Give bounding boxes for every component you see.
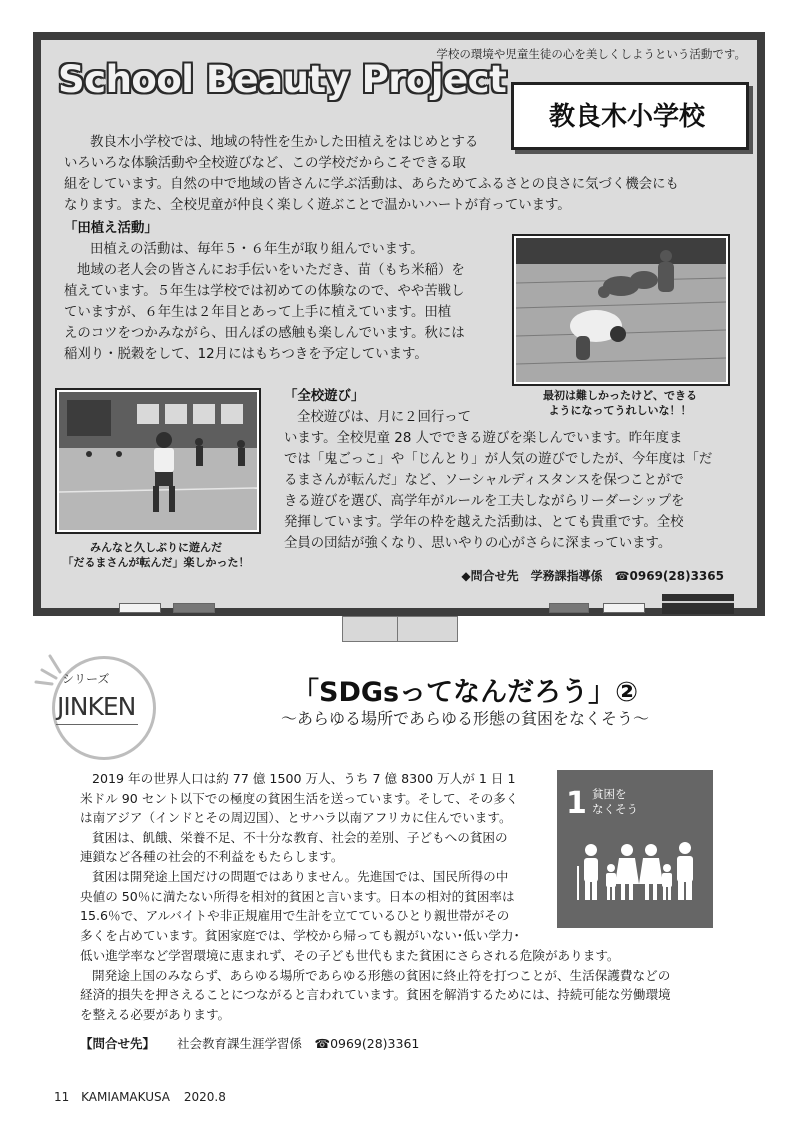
sdg-line: 多くを占めています。貧困家庭では、学校から帰っても親がいない･低い学力･: [80, 927, 520, 943]
sdg-label-line: 貧困を: [592, 787, 627, 801]
contact-label: 【問合せ先】: [80, 1036, 156, 1051]
school-name: 教良木小学校: [548, 102, 705, 132]
board-subtitle: 学校の環境や児童生徒の心を美しくしようという活動です。: [436, 47, 746, 61]
board-stand: [342, 616, 458, 642]
taue-line: 植えています。５年生は学校では初めての体験なので、やや苦戦し: [64, 284, 465, 299]
contact-text: 社会教育課生涯学習係 ☎0969(28)3361: [177, 1036, 420, 1051]
sdg-paragraph: [80, 769, 544, 945]
caption-line: 「だるまさんが転んだ」楽しかった！: [62, 556, 250, 569]
chalk-piece: [549, 603, 589, 613]
rice-planting-photo: [514, 236, 728, 384]
sdg-line: 低い進学率など学習環境に恵まれず、その子ども世代もまた貧困にさらされる危険があります。: [80, 948, 620, 963]
sdg-line: 2019 年の世界人口は約 77 億 1500 万人、うち 7 億 8300 万人が 1 日 1: [92, 771, 516, 786]
asobi-line: 全校遊びは、月に２回行って: [297, 410, 472, 425]
sdg-title: 「SDGsってなんだろう」②: [292, 677, 638, 708]
sdg-line: 央値の 50％に満たない所得を相対的貧困と言います。日本の相対的貧困率は: [80, 888, 515, 904]
sdg-paragraph-wide: [80, 946, 728, 1024]
taue-line: 地域の老人会の皆さんにお手伝いをいただき、苗（もち米稲）を: [77, 263, 465, 278]
chalk-piece: [119, 603, 161, 613]
asobi-line: 全員の団結が強くなり、思いやりの心がさらに深まっています。: [284, 536, 672, 551]
page-footer: [54, 1090, 226, 1104]
chalk-piece: [603, 603, 645, 613]
taue-line: えのコツをつかみながら、田んぼの感触も楽しんでいます。秋には: [64, 326, 465, 341]
sdg-line: 開発途上国のみならず、あらゆる場所であらゆる形態の貧困に終止符を打つことが、生活保護費などの: [92, 967, 671, 983]
asobi-line: 発揮しています。学年の枠を越えた活動は、とても貴重です。全校: [284, 515, 684, 530]
taue-line: 田植えの活動は、毎年５・６年生が取り組んでいます。: [90, 242, 424, 257]
sdg-line: 米ドル 90 セント以下での極度の貧困生活を送っています。そして、その多く: [80, 790, 519, 806]
sdg-line: 貧困は開発途上国だけの問題ではありません。先進国では、国民所得の中: [92, 868, 509, 884]
sdg-line: は南アジア（インドとその周辺国）、とサハラ以南アフリカに住んでいます。: [80, 810, 512, 826]
sdg-label-line: なくそう: [592, 802, 638, 816]
caption-line: みんなと久しぶりに遊んだ: [90, 541, 222, 554]
rice-planting-image: [516, 238, 726, 382]
taue-line: ていますが、６年生は２年目とあって上手に植えています。田植: [64, 305, 452, 320]
sdg-subtitle: ～あらゆる場所であらゆる形態の貧困をなくそう～: [280, 709, 649, 728]
caption-line: 最初は難しかったけど、できる: [543, 389, 697, 402]
asobi-line: では「鬼ごっこ」や「じんとり」が人気の遊びでしたが、今年度は「だ: [284, 452, 713, 467]
series-word: JINKEN: [57, 692, 136, 721]
asobi-line: います。全校児童 28 人でできる遊びを楽しんでいます。昨年度ま: [284, 431, 683, 446]
asobi-section: [284, 386, 730, 554]
asobi-heading: 「全校遊び」: [284, 389, 365, 404]
chalk-piece: [173, 603, 215, 613]
intro-paragraph: [64, 132, 720, 216]
intro-line: 組をしています。自然の中で地域の皆さんに学ぶ活動は、あらためてふるさとの良さに気づく機会にも: [64, 177, 679, 192]
intro-line: いろいろな体験活動や全校遊びなど、この学校だからこそできる取: [64, 156, 466, 171]
caption-line: ようになってうれしいな！！: [548, 404, 692, 417]
sdg-line: 経済的損失を押さえることにつながると言われています。貧困を解消するためには、持続可能な労働環境: [80, 987, 671, 1003]
asobi-line: きる遊びを選び、高学年がルールを工夫しながらリーダーシップを: [284, 494, 685, 509]
taue-section: [64, 218, 516, 365]
gym-game-photo: [57, 390, 259, 532]
sdg-goal-number: 1: [566, 786, 587, 821]
taue-line: 稲刈り・脱穀をして、12月にはもちつきを予定しています。: [64, 347, 428, 362]
asobi-line: るまさんが転んだ」など、ソーシャルディスタンスを保つことがで: [284, 473, 684, 488]
badge-underline: [56, 724, 138, 725]
issue-date: 2020.8: [183, 1090, 226, 1104]
sdg-goal-label: [592, 787, 638, 817]
sdg-line: を整える必要があります。: [80, 1006, 231, 1022]
sdg-line: 15.6％で、アルバイトや非正規雇用で生計を立てているひとり親世帯がその: [80, 908, 510, 924]
gym-game-image: [59, 392, 257, 530]
page-number: 11: [54, 1090, 70, 1104]
magazine-name: KAMIAMAKUSA: [81, 1090, 171, 1104]
project-logo: School Beauty Project: [58, 58, 507, 101]
sdg-line: 貧困は、飢餓、栄養不足、不十分な教育、社会的差別、子どもへの貧困の: [92, 829, 508, 845]
jinken-contact: [80, 1034, 419, 1052]
board-contact: ◆問合せ先 学務課指導係 ☎0969(28)3365: [461, 569, 724, 583]
gym-game-caption: [57, 540, 255, 570]
eraser: [662, 594, 734, 614]
series-label: シリーズ: [62, 672, 110, 686]
sdg-line: 連鎖など各種の社会的不利益をもたらします。: [80, 849, 344, 865]
taue-heading: 「田植え活動」: [64, 221, 158, 236]
intro-line: 教良木小学校では、地域の特性を生かした田植えをはじめとする: [90, 135, 479, 150]
intro-line: なります。また、全校児童が仲良く楽しく遊ぶことで温かいハートが育っています。: [64, 198, 571, 213]
